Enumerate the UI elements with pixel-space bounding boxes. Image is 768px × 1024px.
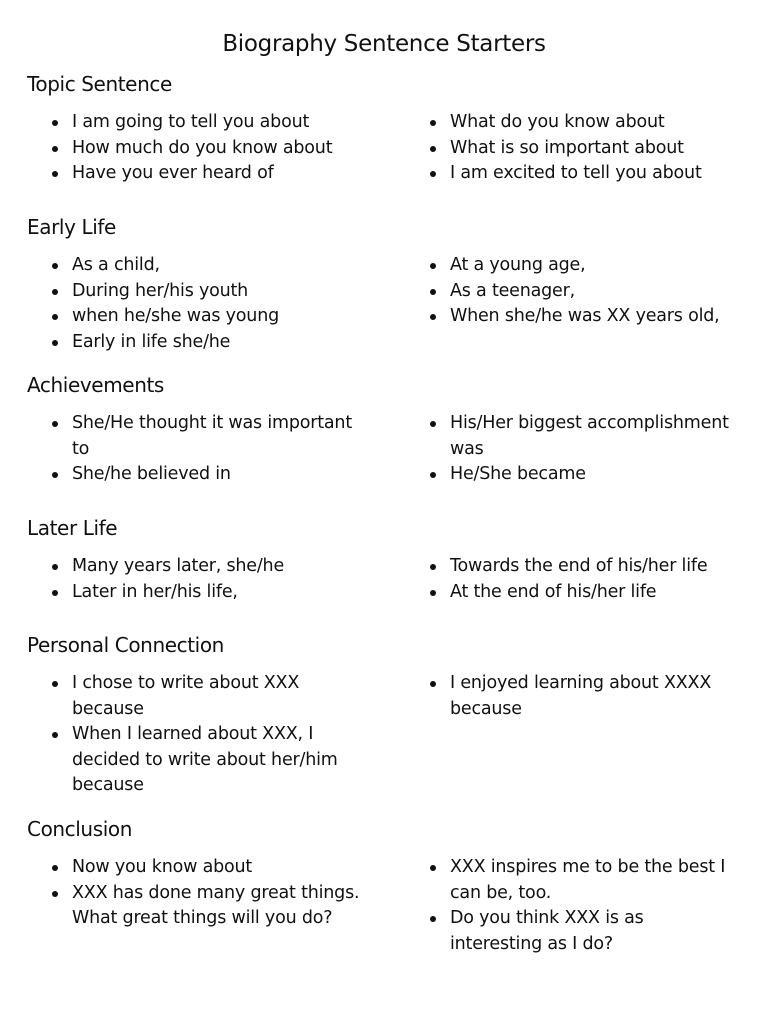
list-item-text: She/He thought it was important to — [72, 413, 352, 459]
bullet-icon — [52, 120, 58, 126]
list-item-text: What do you know about — [450, 112, 665, 132]
list-item — [430, 855, 740, 906]
bullet-icon — [52, 564, 58, 570]
list-item-text: Later in her/his life, — [72, 581, 238, 602]
list-item-text: At a young age, — [450, 255, 586, 275]
list-item — [52, 554, 372, 580]
list-item — [430, 411, 740, 462]
list-item-text: Many years later, she/he — [72, 556, 285, 576]
list-item-text: I am excited to tell you about — [450, 163, 702, 183]
starter-list-right — [430, 671, 740, 722]
list-item — [430, 554, 740, 580]
bullet-icon — [52, 472, 58, 478]
list-item-text: As a child, — [72, 255, 160, 275]
list-item-text: I am going to tell you about — [72, 112, 310, 132]
list-item — [430, 279, 740, 305]
bullet-icon — [52, 681, 58, 687]
section-heading: Topic Sentence — [27, 72, 172, 96]
list-item-text: Now you know about — [72, 857, 253, 877]
bullet-icon — [430, 865, 436, 871]
list-item-text: When she/he was XX years old, — [450, 306, 720, 326]
list-item-text: At the end of his/her life — [450, 581, 657, 602]
list-item — [430, 671, 740, 722]
list-item-text: Have you ever heard of — [72, 163, 274, 183]
page-title: Biography Sentence Starters — [222, 31, 546, 57]
bullet-icon — [52, 263, 58, 269]
bullet-icon — [430, 681, 436, 687]
bullet-icon — [430, 171, 436, 177]
list-item-text: What is so important about — [450, 137, 684, 158]
bullet-icon — [52, 146, 58, 152]
list-item — [52, 136, 372, 162]
list-item-text: His/Her biggest accomplishment was — [450, 413, 729, 459]
list-item-text: During her/his youth — [72, 280, 249, 301]
list-item-text: How much do you know about — [72, 137, 333, 158]
list-item — [430, 110, 740, 136]
section-heading: Early Life — [27, 215, 116, 239]
bullet-icon — [52, 590, 58, 596]
bullet-icon — [52, 891, 58, 897]
starter-list-left — [52, 855, 372, 932]
list-item — [52, 304, 372, 330]
list-item-text: XXX has done many great things. What great things will you do? — [72, 882, 360, 928]
list-item — [52, 110, 372, 136]
starter-list-right — [430, 411, 740, 488]
list-item-text: when he/she was young — [72, 306, 279, 326]
list-item — [52, 161, 372, 187]
bullet-icon — [52, 314, 58, 320]
list-item — [52, 462, 372, 488]
list-item-text: She/he believed in — [72, 464, 231, 484]
bullet-icon — [52, 171, 58, 177]
list-item — [430, 462, 740, 488]
starter-list-left — [52, 411, 372, 488]
bullet-icon — [430, 263, 436, 269]
bullet-icon — [52, 421, 58, 427]
list-item-text: As a teenager, — [450, 280, 575, 301]
section-heading: Later Life — [27, 516, 118, 540]
bullet-icon — [52, 732, 58, 738]
list-item-text: When I learned about XXX, I decided to write about her/him because — [72, 724, 338, 795]
starter-list-right — [430, 253, 740, 330]
list-item — [430, 253, 740, 279]
starter-list-left — [52, 110, 372, 187]
bullet-icon — [430, 314, 436, 320]
starter-list-left — [52, 671, 372, 799]
list-item-text: Towards the end of his/her life — [450, 556, 708, 576]
list-item-text: Do you think XXX is as interesting as I do? — [450, 908, 644, 954]
list-item — [430, 906, 740, 957]
bullet-icon — [52, 340, 58, 346]
section-heading: Personal Connection — [27, 633, 224, 657]
list-item-text: I chose to write about XXX because — [72, 673, 300, 719]
starter-list-right — [430, 855, 740, 957]
bullet-icon — [430, 421, 436, 427]
bullet-icon — [430, 564, 436, 570]
list-item — [52, 330, 372, 356]
bullet-icon — [430, 590, 436, 596]
list-item — [52, 253, 372, 279]
list-item — [52, 411, 372, 462]
list-item — [430, 304, 740, 330]
bullet-icon — [52, 865, 58, 871]
section-heading: Achievements — [27, 373, 164, 397]
list-item — [52, 722, 372, 799]
list-item-text: XXX inspires me to be the best I can be, too. — [450, 857, 726, 903]
list-item — [430, 136, 740, 162]
list-item — [52, 279, 372, 305]
starter-list-right — [430, 110, 740, 187]
list-item — [52, 580, 372, 606]
bullet-icon — [430, 120, 436, 126]
bullet-icon — [52, 289, 58, 295]
list-item-text: He/She became — [450, 464, 586, 484]
section-heading: Conclusion — [27, 817, 132, 841]
bullet-icon — [430, 916, 436, 922]
list-item — [52, 671, 372, 722]
starter-list-left — [52, 554, 372, 605]
starter-list-left — [52, 253, 372, 355]
list-item — [430, 161, 740, 187]
list-item — [52, 855, 372, 881]
list-item — [430, 580, 740, 606]
list-item-text: I enjoyed learning about XXXX because — [450, 673, 712, 719]
bullet-icon — [430, 289, 436, 295]
bullet-icon — [430, 146, 436, 152]
bullet-icon — [430, 472, 436, 478]
list-item-text: Early in life she/he — [72, 331, 231, 352]
starter-list-right — [430, 554, 740, 605]
list-item — [52, 881, 372, 932]
